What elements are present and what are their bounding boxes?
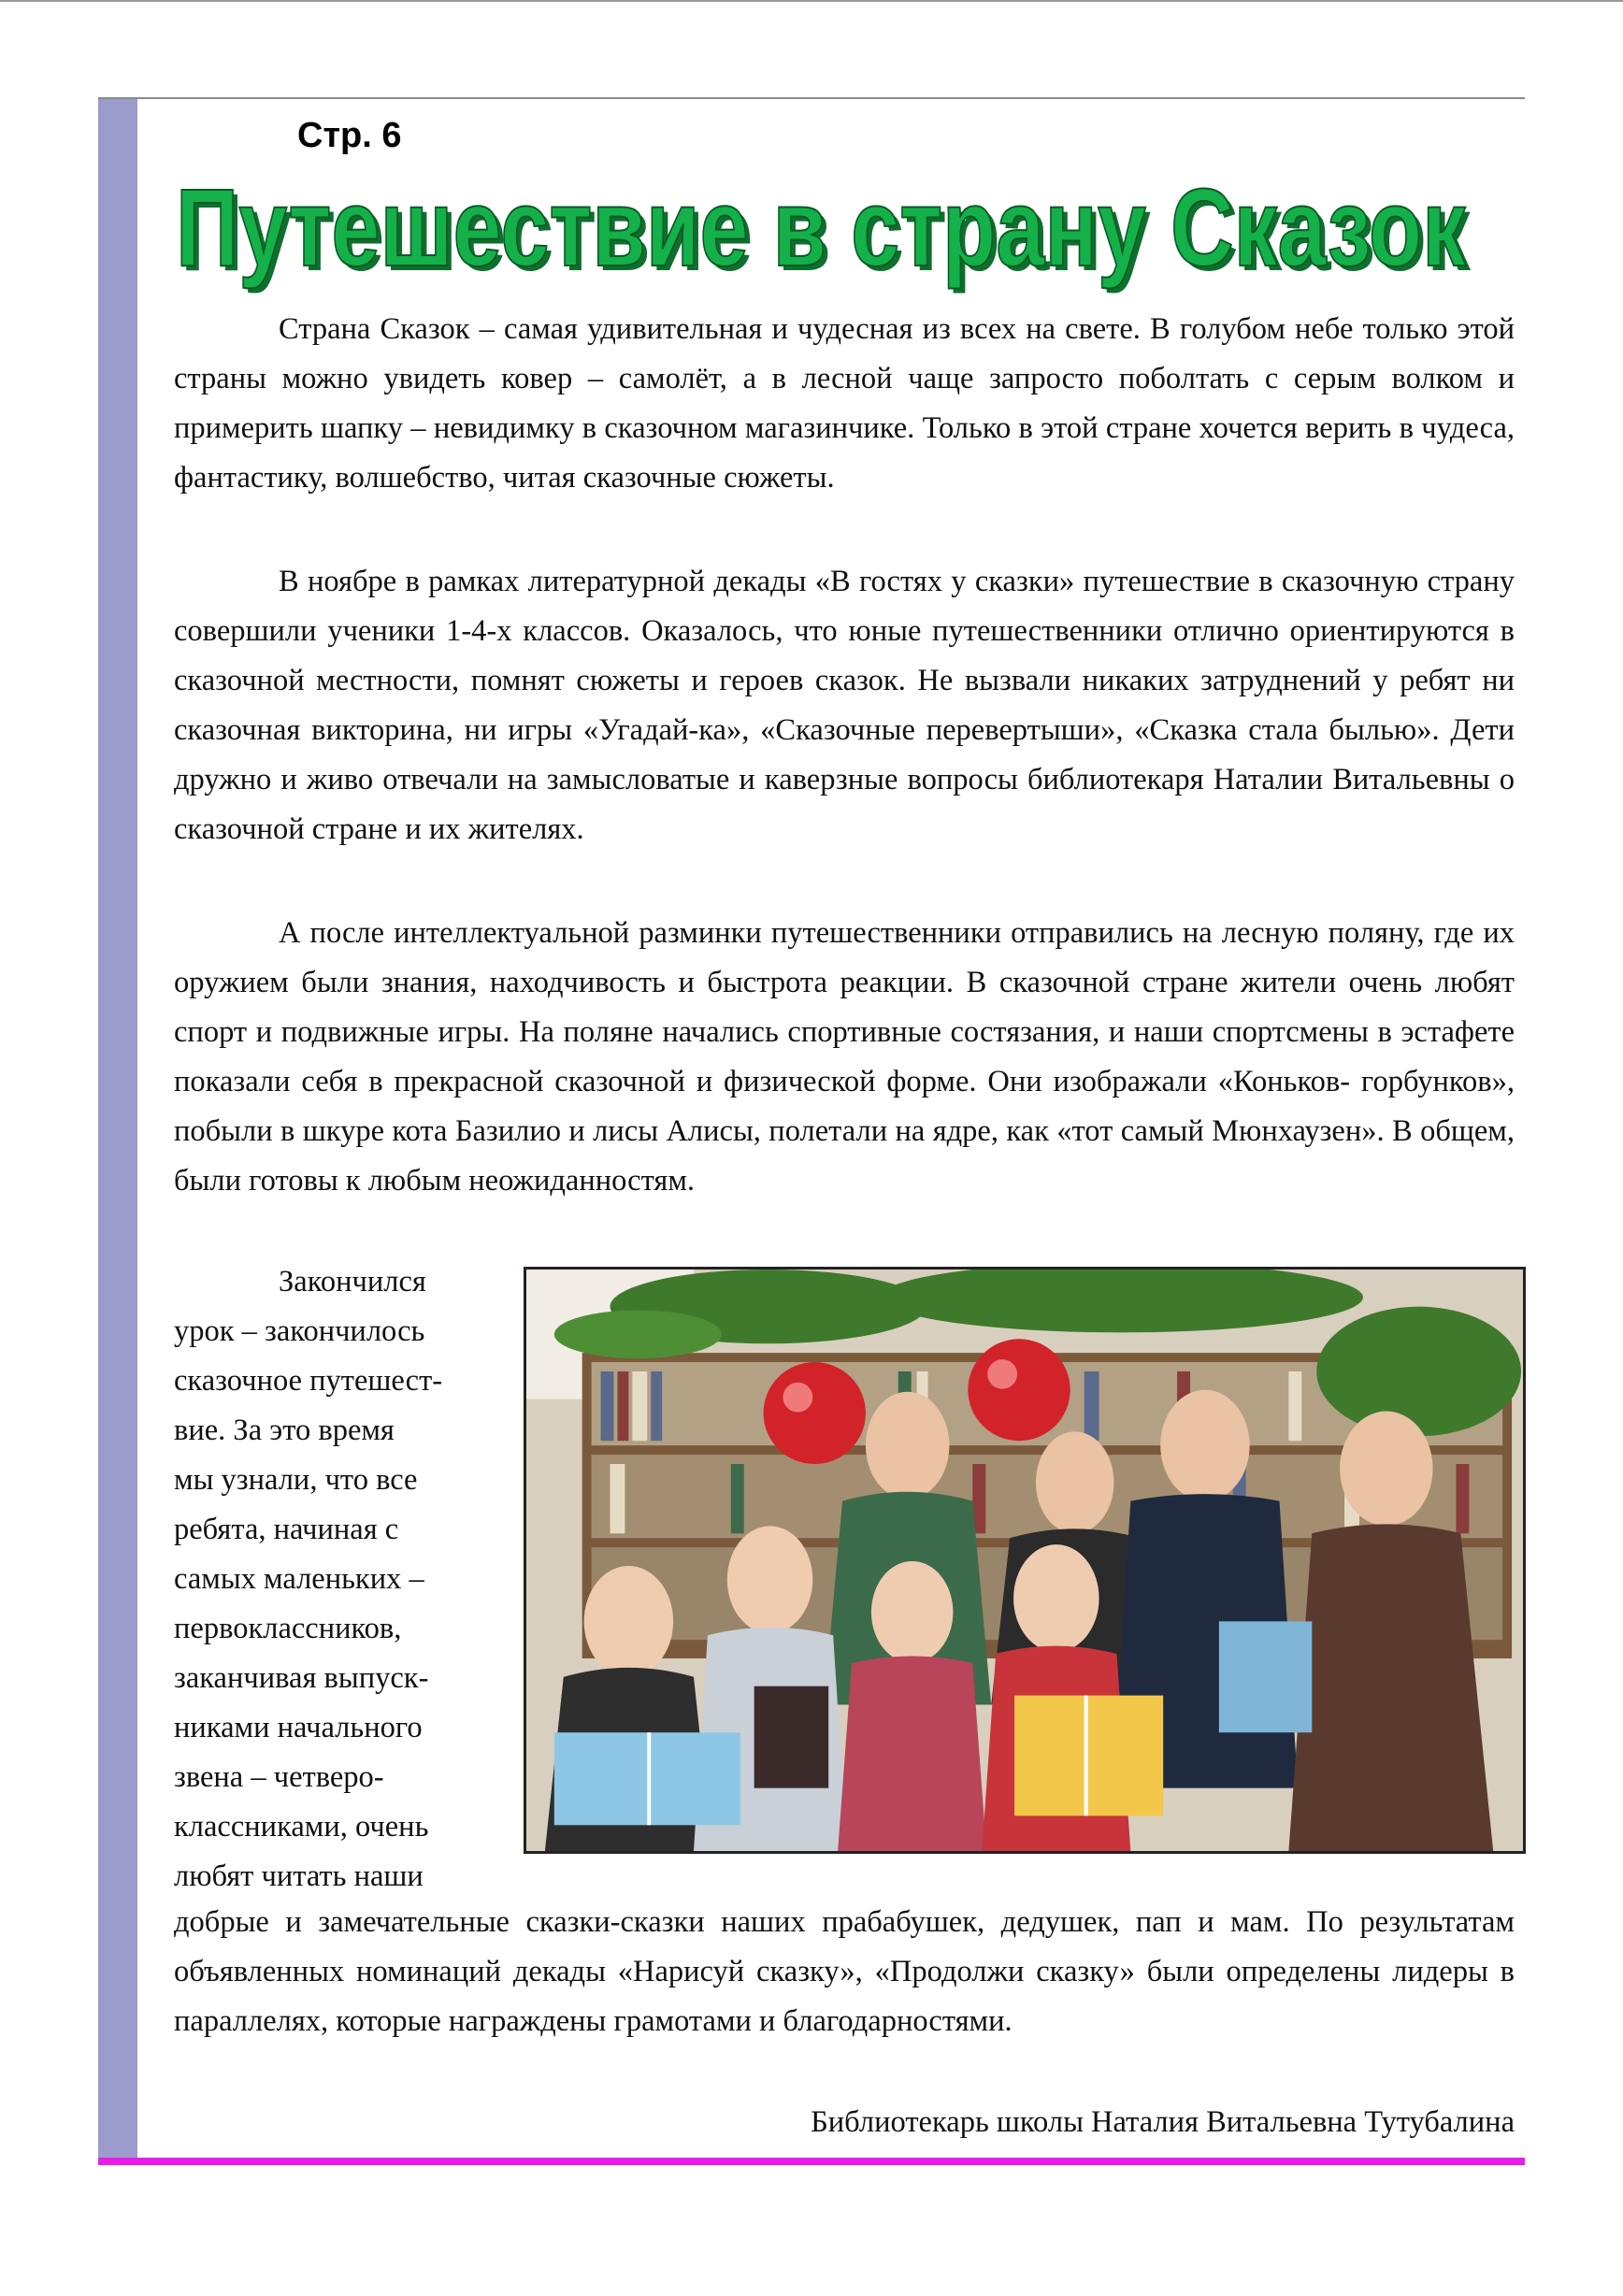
article-paragraph-1: Страна Сказок – самая удивительная и чудесная из всех на свете. В голубом небе только этой страны можно увидеть ковер – самолёт, а в лесной чаще запросто поболтать с серым волком и примерить шапку – невидимку в сказочном магазинчике. Только в этой стране хочется верить в чудеса, фантастику, волшебство, читая сказочные сюжеты. (174, 312, 1515, 495)
narrow-line: классниками, очень (174, 1810, 429, 1844)
narrow-line: любят читать наши (174, 1859, 424, 1893)
article-paragraph-2: В ноябре в рамках литературной декады «В гостях у сказки» путешествие в сказочную страну совершили ученики 1-4-х классов. Оказалось, что юные путешественники отлично ориентируются в сказочной местности, помнят сюжеты и героев сказок. Не вызвали никаких затруднений у ребят ни сказочная викторина, ни игры «Угадай-ка», «Сказочные перевертыши», «Сказка стала былью». Дети дружно и живо отвечали на замысловатые и каверзные вопросы библиотекаря Наталии Витальевны о сказочной стране и их жителях. (174, 565, 1515, 846)
article-title: Путешествие в страну Сказок (180, 171, 1472, 294)
narrow-line: заканчивая выпуск- (174, 1661, 429, 1695)
article-paragraph-4-narrow (174, 1257, 497, 1901)
side-bar-decoration (98, 99, 137, 2163)
narrow-line: ребята, начиная с (174, 1513, 399, 1546)
article-title-wrapper (170, 161, 1479, 292)
group-photo-image (526, 1270, 1523, 1851)
article-paragraph-3: А после интеллектуальной разминки путешественники отправились на лесную поляну, где их оружием были знания, находчивость и быстрота реакции. В сказочной стране жители очень любят спорт и подвижные игры. На поляне начались спортивные состязания, и наши спортсмены в эстафете показали себя в прекрасной сказочной и физической форме. Они изображали «Коньков- горбунков», побыли в шкуре кота Базилио и лисы Алисы, полетали на ядре, как «тот самый Мюнхаузен». В общем, были готовы к любым неожиданностям. (174, 916, 1515, 1198)
narrow-line: мы узнали, что все (174, 1463, 418, 1497)
article-paragraph-4-continuation: добрые и замечательные сказки-сказки наших прабабушек, дедушек, пап и мам. По результатам объявленных номинаций декады «Нарисуй сказку», «Продолжи сказку» были определены лидеры в параллелях, которые награждены грамотами и благодарностями. (174, 1905, 1515, 2038)
narrow-line: звена – четверо- (174, 1760, 384, 1794)
narrow-line: Закончился (279, 1265, 426, 1299)
article-signature: Библиотекарь школы Наталия Витальевна Тутубалина (811, 2105, 1515, 2139)
bottom-bar-decoration (98, 2158, 1525, 2165)
narrow-line: сказочное путешест- (174, 1364, 443, 1398)
narrow-line: первоклассников, (174, 1612, 402, 1645)
narrow-line: никами начального (174, 1711, 423, 1744)
narrow-line: урок – закончилось (174, 1314, 425, 1348)
article-title-face: Путешествие в страну Сказок (176, 166, 1467, 290)
page-number: Стр. 6 (297, 116, 402, 155)
narrow-line: самых маленьких – (174, 1562, 424, 1596)
group-photo (524, 1267, 1526, 1854)
header-rule (98, 97, 1525, 99)
narrow-line: вие. За это время (174, 1413, 395, 1447)
top-rule (0, 0, 1623, 2)
